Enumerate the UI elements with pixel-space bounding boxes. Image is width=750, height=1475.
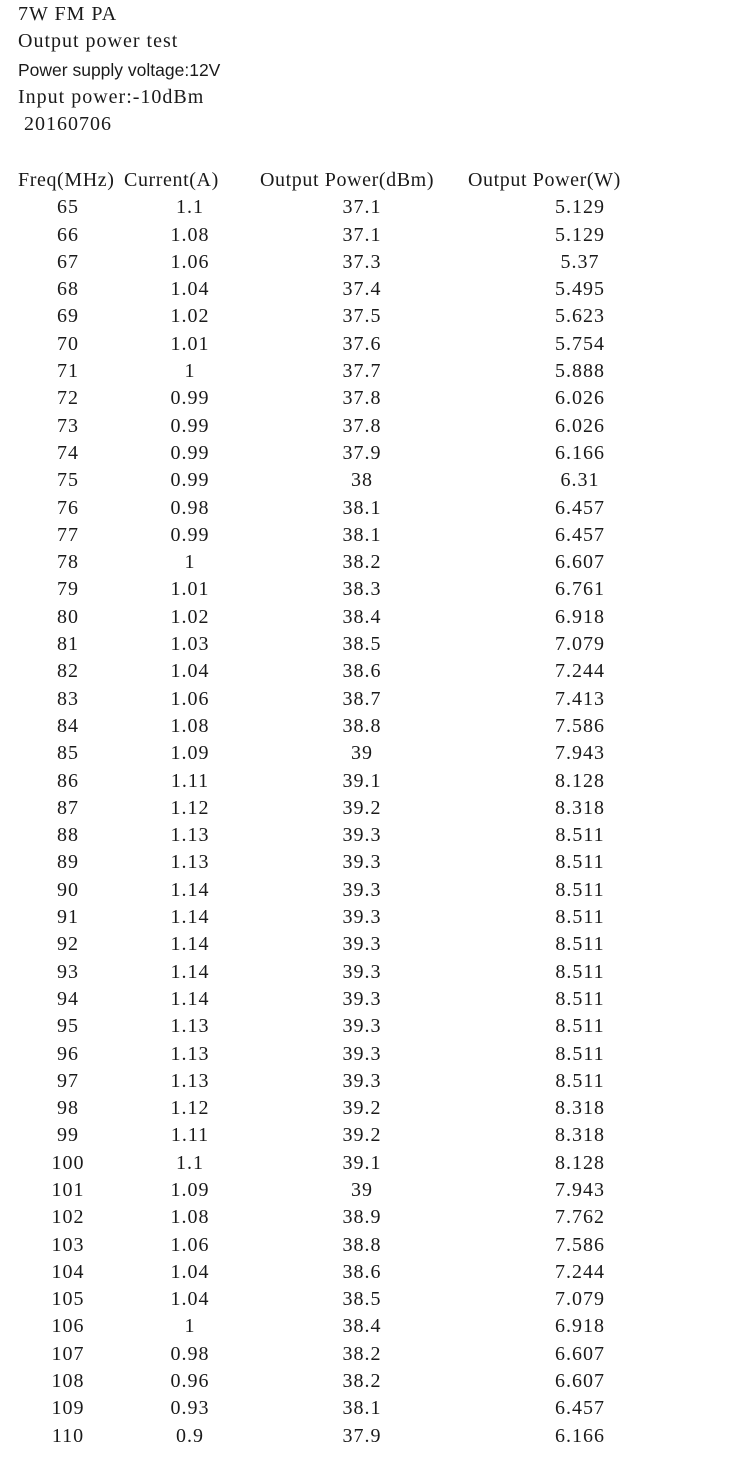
cell-power-dbm: 38.9 <box>342 1206 382 1229</box>
cell-current: 0.99 <box>170 441 210 464</box>
measurement-table <box>0 168 750 1451</box>
cell-power-dbm: 37.1 <box>342 223 382 246</box>
cell-current: 1.08 <box>170 223 210 246</box>
cell-power-dbm: 39.2 <box>342 1124 382 1147</box>
cell-current: 1.06 <box>170 1233 210 1256</box>
cell-current: 1.03 <box>170 633 210 656</box>
cell-freq: 94 <box>57 987 79 1010</box>
cell-power-w: 6.918 <box>555 605 605 628</box>
cell-current: 1.09 <box>170 1178 210 1201</box>
cell-power-w: 6.457 <box>555 496 605 519</box>
cell-freq: 67 <box>57 250 79 273</box>
table-row <box>0 960 750 987</box>
cell-current: 1.02 <box>170 605 210 628</box>
cell-current: 1.04 <box>170 1288 210 1311</box>
table-row <box>0 932 750 959</box>
cell-power-w: 6.918 <box>555 1315 605 1338</box>
cell-power-w: 6.026 <box>555 414 605 437</box>
cell-power-w: 7.943 <box>555 1178 605 1201</box>
cell-power-dbm: 39.3 <box>342 933 382 956</box>
cell-power-dbm: 38.4 <box>342 1315 382 1338</box>
cell-current: 0.9 <box>176 1424 204 1447</box>
input-power-line: Input power:-10dBm <box>18 86 205 108</box>
cell-power-w: 6.761 <box>555 578 605 601</box>
cell-freq: 95 <box>57 1015 79 1038</box>
cell-power-dbm: 37.7 <box>342 360 382 383</box>
table-row <box>0 769 750 796</box>
cell-power-dbm: 38.1 <box>342 523 382 546</box>
cell-freq: 73 <box>57 414 79 437</box>
cell-current: 1.1 <box>176 1151 204 1174</box>
cell-freq: 80 <box>57 605 79 628</box>
table-row <box>0 987 750 1014</box>
cell-freq: 96 <box>57 1042 79 1065</box>
supply-voltage-line: Power supply voltage:12V <box>18 60 221 80</box>
cell-freq: 68 <box>57 278 79 301</box>
table-row <box>0 714 750 741</box>
table-row <box>0 523 750 550</box>
cell-power-w: 8.511 <box>555 851 605 874</box>
cell-power-dbm: 38.7 <box>342 687 382 710</box>
table-row <box>0 1178 750 1205</box>
cell-current: 1.04 <box>170 278 210 301</box>
cell-power-w: 5.495 <box>555 278 605 301</box>
cell-power-w: 8.318 <box>555 796 605 819</box>
cell-power-w: 5.37 <box>560 250 600 273</box>
cell-power-w: 7.079 <box>555 1288 605 1311</box>
cell-power-w: 7.244 <box>555 1260 605 1283</box>
cell-current: 1.12 <box>170 1097 210 1120</box>
table-row <box>0 1123 750 1150</box>
cell-current: 0.96 <box>170 1370 210 1393</box>
cell-power-dbm: 38.6 <box>342 1260 382 1283</box>
cell-freq: 76 <box>57 496 79 519</box>
cell-power-dbm: 37.4 <box>342 278 382 301</box>
col-header-freq: Freq(MHz) <box>18 169 115 191</box>
cell-power-w: 6.607 <box>555 551 605 574</box>
cell-power-dbm: 37.3 <box>342 250 382 273</box>
table-row <box>0 1369 750 1396</box>
table-row <box>0 223 750 250</box>
table-row <box>0 1205 750 1232</box>
cell-power-dbm: 39.3 <box>342 1069 382 1092</box>
cell-power-w: 7.586 <box>555 714 605 737</box>
cell-freq: 81 <box>57 633 79 656</box>
cell-freq: 66 <box>57 223 79 246</box>
table-row <box>0 1342 750 1369</box>
cell-power-dbm: 39.3 <box>342 1042 382 1065</box>
cell-freq: 102 <box>51 1206 85 1229</box>
table-row <box>0 632 750 659</box>
table-row <box>0 1096 750 1123</box>
cell-power-w: 7.079 <box>555 633 605 656</box>
cell-power-w: 7.943 <box>555 742 605 765</box>
cell-power-dbm: 38.8 <box>342 714 382 737</box>
cell-freq: 104 <box>51 1260 85 1283</box>
cell-freq: 98 <box>57 1097 79 1120</box>
cell-freq: 101 <box>51 1178 85 1201</box>
cell-power-w: 7.586 <box>555 1233 605 1256</box>
cell-power-dbm: 39.3 <box>342 906 382 929</box>
table-row <box>0 1069 750 1096</box>
cell-power-w: 5.129 <box>555 196 605 219</box>
table-row <box>0 1424 750 1451</box>
cell-power-w: 6.166 <box>555 1424 605 1447</box>
cell-power-dbm: 39.3 <box>342 1015 382 1038</box>
cell-power-w: 8.511 <box>555 878 605 901</box>
table-row <box>0 850 750 877</box>
cell-freq: 83 <box>57 687 79 710</box>
cell-freq: 84 <box>57 714 79 737</box>
cell-current: 1.08 <box>170 1206 210 1229</box>
table-row <box>0 687 750 714</box>
cell-current: 1.14 <box>170 960 210 983</box>
cell-current: 1.02 <box>170 305 210 328</box>
cell-power-w: 5.888 <box>555 360 605 383</box>
col-header-power-w: Output Power(W) <box>468 169 621 191</box>
table-row <box>0 1314 750 1341</box>
cell-current: 1.13 <box>170 1042 210 1065</box>
cell-power-w: 8.511 <box>555 1042 605 1065</box>
col-header-current: Current(A) <box>124 169 219 191</box>
table-row <box>0 441 750 468</box>
cell-freq: 107 <box>51 1342 85 1365</box>
cell-current: 1.04 <box>170 1260 210 1283</box>
table-row <box>0 878 750 905</box>
cell-freq: 93 <box>57 960 79 983</box>
cell-current: 1.14 <box>170 933 210 956</box>
cell-power-w: 6.31 <box>560 469 600 492</box>
table-row <box>0 741 750 768</box>
table-row <box>0 659 750 686</box>
cell-current: 1.13 <box>170 1015 210 1038</box>
table-header-row <box>0 168 750 195</box>
cell-power-dbm: 37.8 <box>342 387 382 410</box>
table-row <box>0 1014 750 1041</box>
table-row <box>0 414 750 441</box>
cell-current: 0.98 <box>170 496 210 519</box>
cell-freq: 77 <box>57 523 79 546</box>
cell-power-dbm: 38.6 <box>342 660 382 683</box>
cell-power-dbm: 39.3 <box>342 851 382 874</box>
table-row <box>0 905 750 932</box>
cell-power-dbm: 39.3 <box>342 987 382 1010</box>
cell-power-dbm: 38.5 <box>342 1288 382 1311</box>
cell-freq: 89 <box>57 851 79 874</box>
cell-current: 1.13 <box>170 1069 210 1092</box>
cell-power-dbm: 39.1 <box>342 1151 382 1174</box>
cell-power-dbm: 39 <box>351 742 373 765</box>
cell-power-w: 8.318 <box>555 1097 605 1120</box>
cell-power-w: 8.318 <box>555 1124 605 1147</box>
cell-power-w: 5.129 <box>555 223 605 246</box>
cell-current: 1.13 <box>170 851 210 874</box>
doc-title: 7W FM PA <box>18 3 118 25</box>
cell-current: 1.06 <box>170 687 210 710</box>
cell-power-w: 6.607 <box>555 1342 605 1365</box>
table-row <box>0 796 750 823</box>
cell-power-w: 6.457 <box>555 1397 605 1420</box>
doc-subtitle: Output power test <box>18 30 179 52</box>
cell-power-dbm: 38.1 <box>342 496 382 519</box>
cell-freq: 110 <box>51 1424 85 1447</box>
cell-freq: 74 <box>57 441 79 464</box>
cell-freq: 72 <box>57 387 79 410</box>
table-row <box>0 823 750 850</box>
table-row <box>0 468 750 495</box>
cell-current: 1.01 <box>170 578 210 601</box>
cell-power-dbm: 37.9 <box>342 441 382 464</box>
table-row <box>0 496 750 523</box>
cell-current: 0.99 <box>170 387 210 410</box>
cell-power-w: 8.511 <box>555 1069 605 1092</box>
cell-power-dbm: 38.2 <box>342 1342 382 1365</box>
cell-current: 0.93 <box>170 1397 210 1420</box>
table-row <box>0 195 750 222</box>
cell-power-dbm: 39.2 <box>342 1097 382 1120</box>
cell-freq: 87 <box>57 796 79 819</box>
cell-current: 1.09 <box>170 742 210 765</box>
cell-current: 0.99 <box>170 414 210 437</box>
cell-freq: 109 <box>51 1397 85 1420</box>
cell-freq: 91 <box>57 906 79 929</box>
cell-current: 0.98 <box>170 1342 210 1365</box>
cell-freq: 86 <box>57 769 79 792</box>
cell-power-w: 5.754 <box>555 332 605 355</box>
cell-current: 1.13 <box>170 824 210 847</box>
cell-power-dbm: 38.2 <box>342 1370 382 1393</box>
test-date: 20160706 <box>18 113 112 135</box>
cell-freq: 79 <box>57 578 79 601</box>
cell-freq: 106 <box>51 1315 85 1338</box>
cell-power-dbm: 39.3 <box>342 824 382 847</box>
cell-current: 1.14 <box>170 987 210 1010</box>
cell-freq: 70 <box>57 332 79 355</box>
cell-power-w: 6.607 <box>555 1370 605 1393</box>
table-row <box>0 1287 750 1314</box>
cell-current: 1.11 <box>170 769 210 792</box>
cell-power-dbm: 38.5 <box>342 633 382 656</box>
cell-power-w: 8.128 <box>555 769 605 792</box>
cell-freq: 97 <box>57 1069 79 1092</box>
cell-power-w: 7.413 <box>555 687 605 710</box>
cell-power-dbm: 37.1 <box>342 196 382 219</box>
cell-freq: 100 <box>51 1151 85 1174</box>
table-row <box>0 304 750 331</box>
cell-freq: 69 <box>57 305 79 328</box>
cell-current: 1.12 <box>170 796 210 819</box>
table-row <box>0 577 750 604</box>
table-row <box>0 277 750 304</box>
cell-freq: 75 <box>57 469 79 492</box>
cell-freq: 85 <box>57 742 79 765</box>
table-body <box>0 195 750 1451</box>
cell-power-dbm: 39 <box>351 1178 373 1201</box>
cell-power-dbm: 39.1 <box>342 769 382 792</box>
cell-power-dbm: 38.3 <box>342 578 382 601</box>
cell-power-w: 8.128 <box>555 1151 605 1174</box>
cell-power-dbm: 37.9 <box>342 1424 382 1447</box>
cell-power-w: 6.026 <box>555 387 605 410</box>
cell-power-w: 8.511 <box>555 960 605 983</box>
cell-current: 1.04 <box>170 660 210 683</box>
cell-freq: 99 <box>57 1124 79 1147</box>
cell-power-dbm: 38.4 <box>342 605 382 628</box>
cell-power-dbm: 39.2 <box>342 796 382 819</box>
cell-freq: 78 <box>57 551 79 574</box>
table-row <box>0 1396 750 1423</box>
table-row <box>0 1042 750 1069</box>
table-row <box>0 1260 750 1287</box>
cell-current: 1 <box>184 360 196 383</box>
cell-current: 1.1 <box>176 196 204 219</box>
cell-current: 1.01 <box>170 332 210 355</box>
table-row <box>0 1233 750 1260</box>
cell-freq: 108 <box>51 1370 85 1393</box>
cell-power-w: 7.762 <box>555 1206 605 1229</box>
cell-power-w: 5.623 <box>555 305 605 328</box>
cell-current: 0.99 <box>170 469 210 492</box>
table-row <box>0 250 750 277</box>
cell-power-dbm: 39.3 <box>342 878 382 901</box>
cell-power-dbm: 39.3 <box>342 960 382 983</box>
cell-freq: 105 <box>51 1288 85 1311</box>
cell-freq: 82 <box>57 660 79 683</box>
cell-current: 0.99 <box>170 523 210 546</box>
cell-freq: 71 <box>57 360 79 383</box>
cell-freq: 65 <box>57 196 79 219</box>
cell-power-dbm: 38.8 <box>342 1233 382 1256</box>
cell-current: 1.11 <box>170 1124 210 1147</box>
table-row <box>0 605 750 632</box>
cell-power-dbm: 37.6 <box>342 332 382 355</box>
cell-current: 1.08 <box>170 714 210 737</box>
col-header-power-dbm: Output Power(dBm) <box>260 169 435 191</box>
cell-power-dbm: 37.8 <box>342 414 382 437</box>
cell-power-dbm: 38.2 <box>342 551 382 574</box>
table-row <box>0 359 750 386</box>
cell-power-w: 8.511 <box>555 933 605 956</box>
cell-freq: 90 <box>57 878 79 901</box>
cell-power-w: 6.457 <box>555 523 605 546</box>
cell-freq: 92 <box>57 933 79 956</box>
cell-power-w: 8.511 <box>555 1015 605 1038</box>
cell-power-w: 7.244 <box>555 660 605 683</box>
cell-power-w: 8.511 <box>555 824 605 847</box>
cell-current: 1.14 <box>170 878 210 901</box>
cell-power-w: 8.511 <box>555 987 605 1010</box>
cell-freq: 88 <box>57 824 79 847</box>
table-row <box>0 386 750 413</box>
table-row <box>0 550 750 577</box>
cell-freq: 103 <box>51 1233 85 1256</box>
table-row <box>0 332 750 359</box>
cell-power-dbm: 37.5 <box>342 305 382 328</box>
cell-current: 1.14 <box>170 906 210 929</box>
cell-power-dbm: 38 <box>351 469 373 492</box>
cell-current: 1 <box>184 551 196 574</box>
cell-power-w: 6.166 <box>555 441 605 464</box>
cell-power-dbm: 38.1 <box>342 1397 382 1420</box>
cell-power-w: 8.511 <box>555 906 605 929</box>
table-row <box>0 1151 750 1178</box>
cell-current: 1 <box>184 1315 196 1338</box>
cell-current: 1.06 <box>170 250 210 273</box>
